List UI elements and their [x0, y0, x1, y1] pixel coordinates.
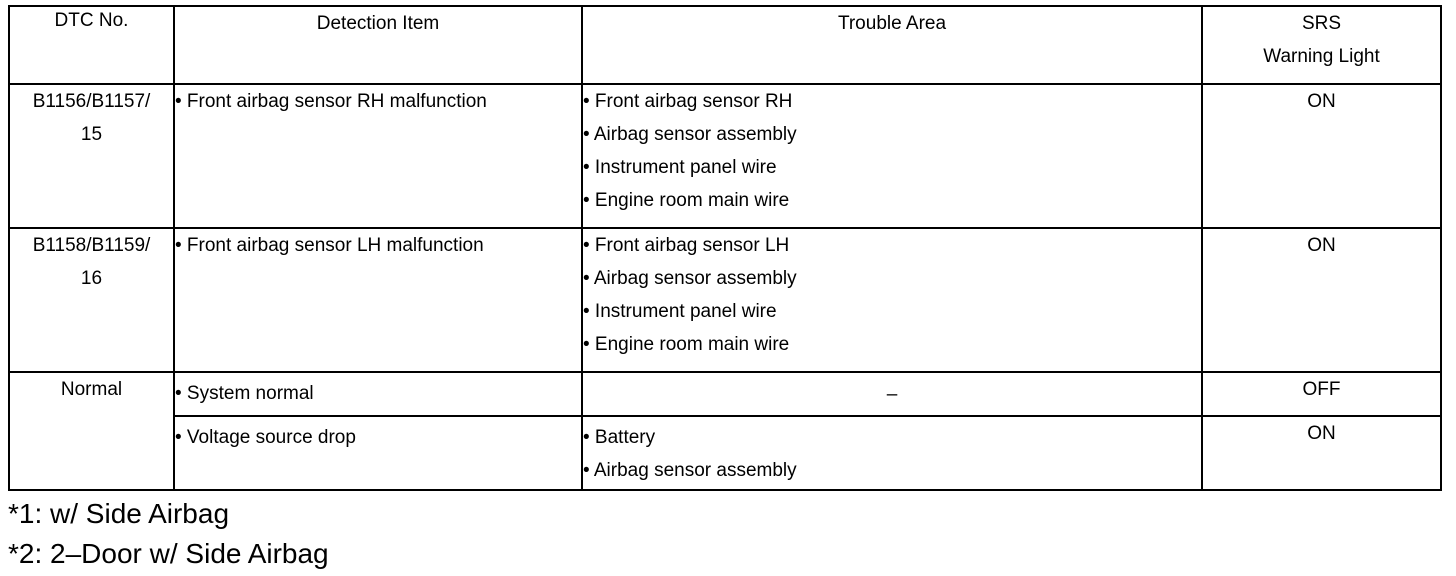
dtc-code: B1158/B1159/: [32, 235, 151, 256]
trouble-area-item: • Airbag sensor assembly: [583, 460, 797, 481]
dtc-number-cell: [9, 228, 174, 372]
warning-light-status: OFF: [1202, 372, 1441, 416]
header-trouble-area: Trouble Area: [582, 6, 1202, 84]
trouble-area-none: –: [582, 372, 1202, 416]
table-row: [9, 372, 1441, 416]
trouble-area-item: • Airbag sensor assembly: [583, 124, 797, 145]
trouble-area-item: • Front airbag sensor RH: [583, 91, 793, 112]
trouble-area-item: • Instrument panel wire: [583, 157, 777, 178]
trouble-area-item: • Engine room main wire: [583, 190, 790, 211]
warning-light-status: ON: [1202, 416, 1441, 490]
table-header-row: [9, 6, 1441, 84]
dtc-number-cell: [9, 84, 174, 228]
normal-label: Normal: [9, 372, 174, 490]
table-row: [9, 84, 1441, 228]
table-row: [9, 416, 1441, 490]
footnote-2: *2: 2–Door w/ Side Airbag: [8, 538, 329, 569]
trouble-area-cell: [582, 416, 1202, 490]
dtc-table: [8, 5, 1442, 491]
detection-item: • Voltage source drop: [175, 427, 356, 448]
header-srs-line1: SRS: [1301, 13, 1342, 34]
detection-item-cell: [174, 372, 582, 416]
dtc-code: B1156/B1157/: [32, 91, 151, 112]
detection-item: • Front airbag sensor LH malfunction: [175, 235, 484, 256]
trouble-area-cell: [582, 84, 1202, 228]
header-srs-warning-light: [1202, 6, 1441, 84]
detection-item-cell: [174, 228, 582, 372]
detection-item-cell: [174, 416, 582, 490]
trouble-area-item: • Battery: [583, 427, 656, 448]
header-srs-line2: Warning Light: [1263, 46, 1380, 67]
table-row: [9, 228, 1441, 372]
dtc-code-suffix: 16: [80, 268, 103, 289]
detection-item: • Front airbag sensor RH malfunction: [175, 91, 487, 112]
footnotes: [8, 494, 329, 574]
footnote-1: *1: w/ Side Airbag: [8, 498, 230, 529]
trouble-area-cell: [582, 228, 1202, 372]
trouble-area-item: • Airbag sensor assembly: [583, 268, 797, 289]
detection-item: • System normal: [175, 383, 314, 404]
trouble-area-item: • Instrument panel wire: [583, 301, 777, 322]
trouble-area-item: • Engine room main wire: [583, 334, 790, 355]
trouble-area-item: • Front airbag sensor LH: [583, 235, 790, 256]
warning-light-status: ON: [1202, 228, 1441, 372]
detection-item-cell: [174, 84, 582, 228]
dtc-code-suffix: 15: [80, 124, 103, 145]
warning-light-status: ON: [1202, 84, 1441, 228]
header-detection-item: Detection Item: [174, 6, 582, 84]
header-dtc-no: DTC No.: [9, 6, 174, 84]
